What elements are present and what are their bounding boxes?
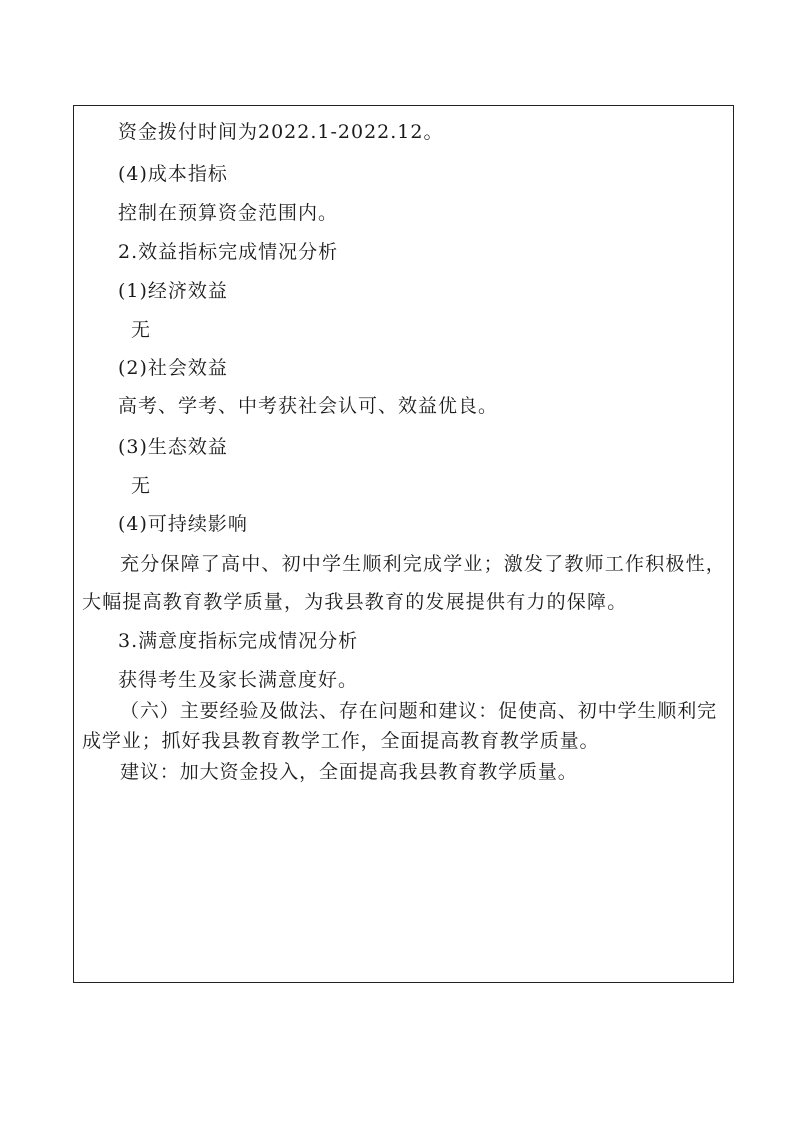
economic-benefit-heading: (1)经济效益 [118, 280, 228, 302]
cost-indicator-text: 控制在预算资金范围内。 [118, 202, 339, 224]
experience-paragraph: （六）主要经验及做法、存在问题和建议：促使高、初中学生顺利完成学业；抓好我县教育教学工作，全面提高教育教学质量。 [82, 700, 718, 752]
ecological-benefit-heading: (3)生态效益 [118, 436, 228, 458]
satisfaction-indicator-text: 获得考生及家长满意度好。 [118, 669, 359, 691]
social-benefit-heading: (2)社会效益 [118, 357, 228, 379]
cost-indicator-heading: (4)成本指标 [118, 163, 228, 185]
ecological-benefit-text: 无 [131, 475, 152, 497]
document-frame [73, 105, 734, 983]
economic-benefit-text: 无 [131, 319, 152, 341]
sustainable-impact-heading: (4)可持续影响 [118, 513, 248, 535]
social-benefit-text: 高考、学考、中考获社会认可、效益优良。 [118, 395, 499, 417]
sustainable-impact-paragraph: 充分保障了高中、初中学生顺利完成学业；激发了教师工作积极性，大幅提高教育教学质量，为我县教育的发展提供有力的保障。 [82, 553, 727, 613]
benefit-indicator-heading: 2.效益指标完成情况分析 [118, 241, 339, 263]
satisfaction-indicator-heading: 3.满意度指标完成情况分析 [118, 630, 359, 652]
suggestion-paragraph: 建议：加大资金投入，全面提高我县教育教学质量。 [120, 761, 578, 783]
fund-time-text: 资金拨付时间为2022.1-2022.12。 [118, 121, 444, 143]
